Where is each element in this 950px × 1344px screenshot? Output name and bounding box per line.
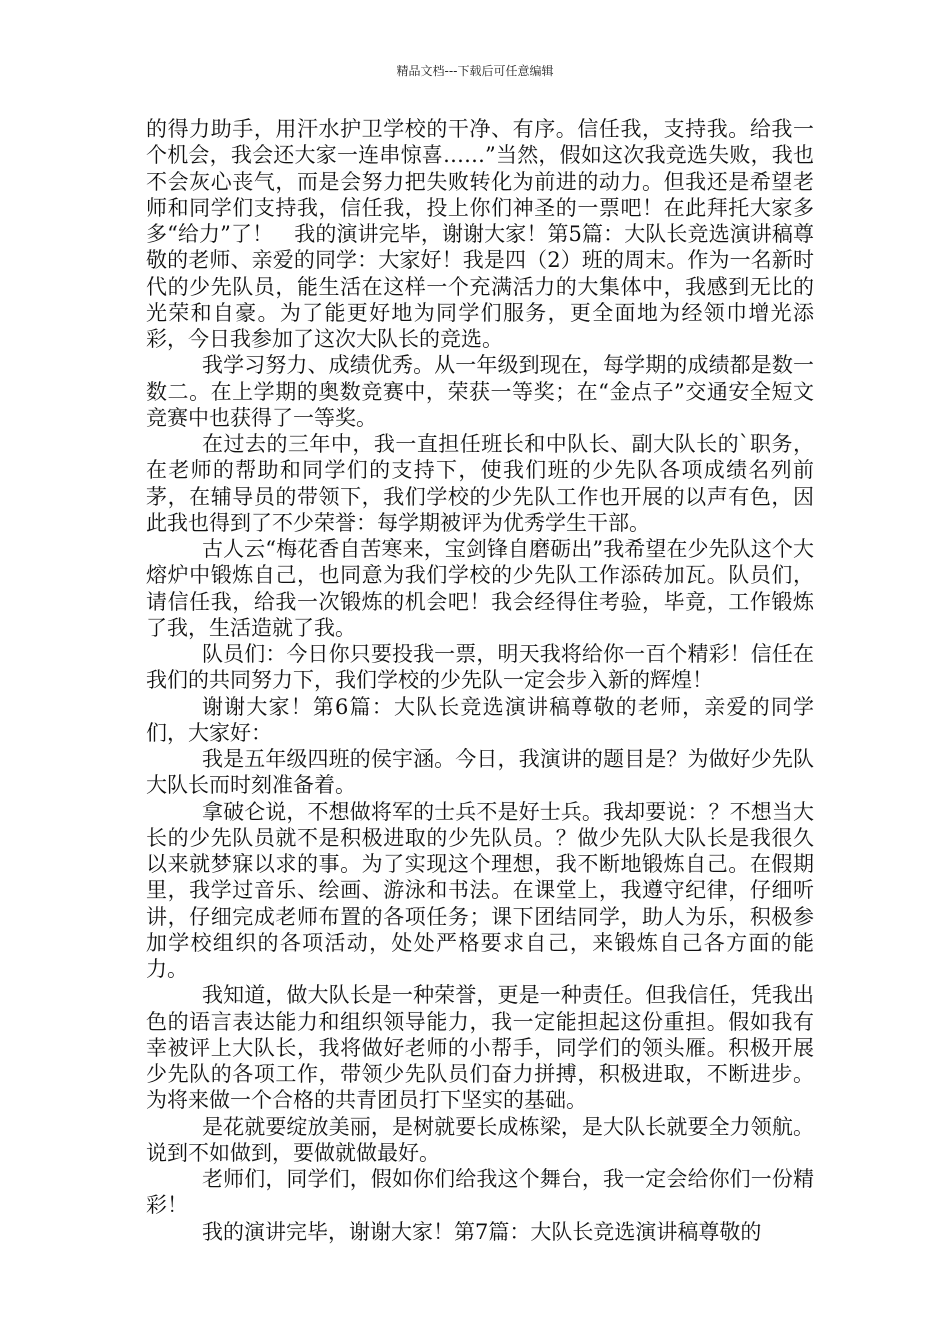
paragraph: 古人云“梅花香自苦寒来，宝剑锋自磨砺出”我希望在少先队这个大熔炉中锻炼自己，也同意为我们学校的少先队工作添砖加瓦。队员们，请信任我，给我一次锻炼的机会吧！我会经得住考验，毕竟，工作锻炼了我，生活造就了我。 [146,537,814,640]
paragraph: 是花就要绽放美丽，是树就要长成栋梁，是大队长就要全力领航。说到不如做到，要做就做最好。 [146,1114,814,1165]
paragraph: 在过去的三年中，我一直担任班长和中队长、副大队长的`职务，在老师的帮助和同学们的支持下，使我们班的少先队各项成绩名列前茅，在辅导员的带领下，我们学校的少先队工作也开展的以声有色，因此我也得到了不少荣誉：每学期被评为优秀学生干部。 [146,432,814,535]
paragraph: 老师们，同学们，假如你们给我这个舞台，我一定会给你们一份精彩！ [146,1167,814,1218]
paragraph: 谢谢大家！第6篇：大队长竞选演讲稿尊敬的老师，亲爱的同学们，大家好： [146,694,814,745]
paragraph: 我知道，做大队长是一种荣誉，更是一种责任。但我信任，凭我出色的语言表达能力和组织领导能力，我一定能担起这份重担。假如我有幸被评上大队长，我将做好老师的小帮手，同学们的领头雁。积极开展少先队的各项工作，带领少先队员们奋力拼搏，积极进取，不断进步。为将来做一个合格的共青团员打下坚实的基础。 [146,983,814,1113]
paragraph: 的得力助手，用汗水护卫学校的干净、有序。信任我，支持我。给我一个机会，我会还大家一连串惊喜……”当然，假如这次我竞选失败，我也不会灰心丧气，而是会努力把失败转化为前进的动力。但我还是希望老师和同学们支持我，信任我，投上你们神圣的一票吧！在此拜托大家多多“给力”了！ 我的演讲完毕，谢谢大家！第5篇：大队长竞选演讲稿尊敬的老师、亲爱的同学：大家好！我是四（2）班的周末。作为一名新时代的少先队员，能生活在这样一个充满活力的大集体中，我感到无比的光荣和自豪。为了能更好地为同学们服务，更全面地为经领巾增光添彩，今日我参加了这次大队长的竞选。 [146,117,814,351]
page-header: 精品文档---下载后可任意编辑 [396,64,554,78]
document-body [146,116,814,1245]
paragraph: 我的演讲完毕，谢谢大家！第7篇：大队长竞选演讲稿尊敬的 [202,1219,762,1244]
paragraph: 队员们：今日你只要投我一票，明天我将给你一百个精彩！信任在我们的共同努力下，我们学校的少先队一定会步入新的辉煌！ [146,642,814,693]
paragraph: 我学习努力、成绩优秀。从一年级到现在，每学期的成绩都是数一数二。在上学期的奥数竞赛中，荣获一等奖；在“金点子”交通安全短文竞赛中也获得了一等奖。 [146,353,814,430]
paragraph: 拿破仑说，不想做将军的士兵不是好士兵。我却要说：？不想当大长的少先队员就不是积极进取的少先队员。？做少先队大队长是我很久以来就梦寐以求的事。为了实现这个理想，我不断地锻炼自己。在假期里，我学过音乐、绘画、游泳和书法。在课堂上，我遵守纪律，仔细听讲，仔细完成老师布置的各项任务；课下团结同学，助人为乐，积极参加学校组织的各项活动，处处严格要求自己，来锻炼自己各方面的能力。 [146,799,814,981]
paragraph: 我是五年级四班的侯宇涵。今日，我演讲的题目是？为做好少先队大队长而时刻准备着。 [146,747,814,798]
